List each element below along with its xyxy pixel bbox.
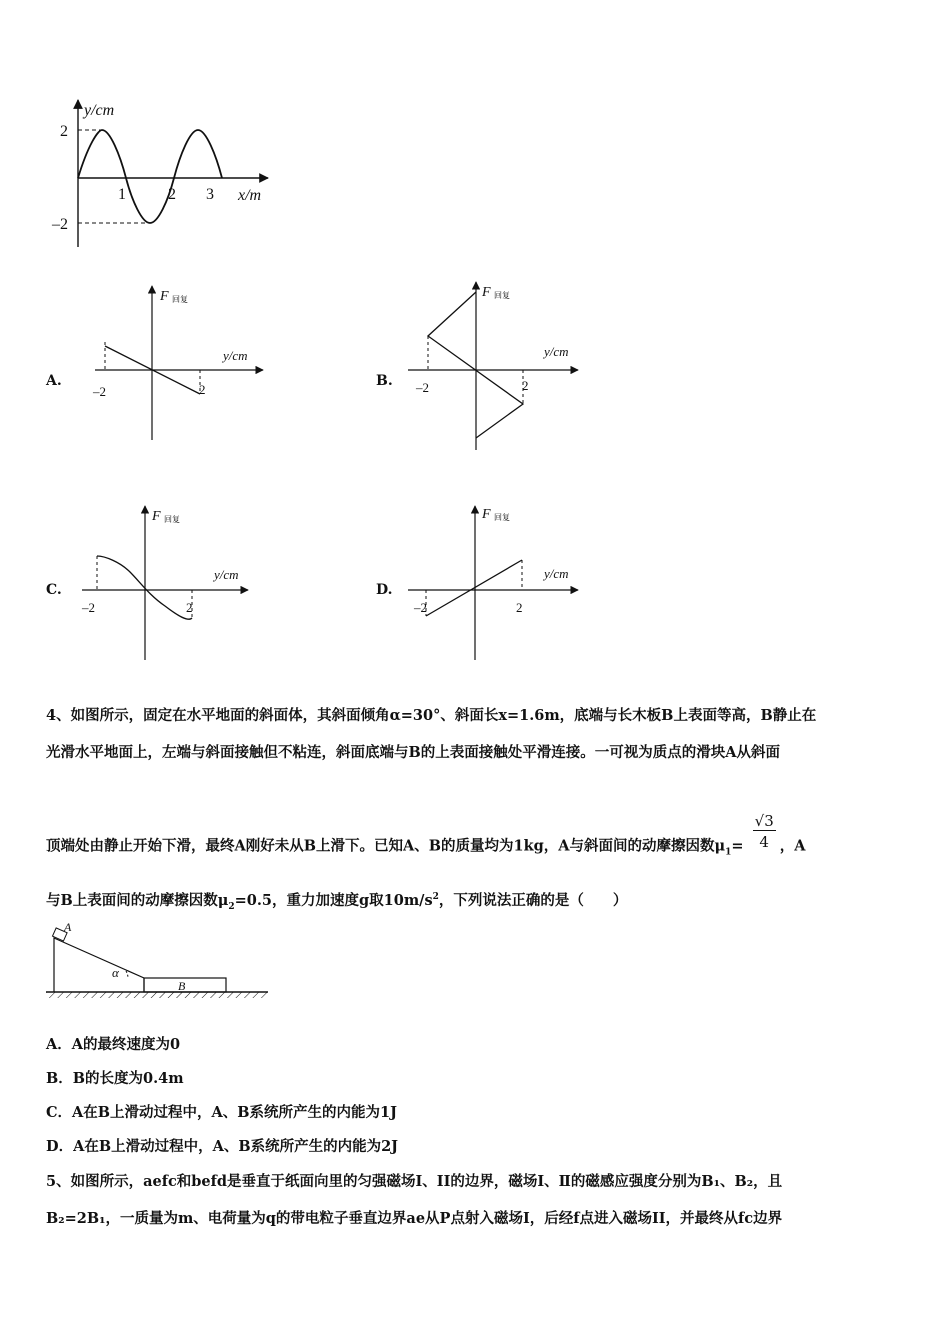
option-b-f-label: F — [482, 285, 491, 300]
q4-line-4-pre: 与B上表面间的动摩擦因数μ — [46, 892, 229, 909]
q4-line-3-eq: = — [731, 837, 744, 855]
option-a-f-label: F — [160, 289, 169, 304]
option-b-label: B. — [376, 373, 393, 389]
q4-line-3 — [46, 812, 806, 865]
incline-label-b: B — [178, 979, 186, 993]
wave-x-tick-2: 2 — [168, 186, 176, 203]
q4-line-4-mid: =0.5，重力加速度g取10m/s — [234, 892, 433, 909]
incline-label-a: A — [64, 920, 72, 934]
incline-slope — [54, 938, 144, 992]
option-d-y-label: y/cm — [544, 566, 569, 581]
q4-option-d[interactable]: D．A在B上滑动过程中，A、B系统所产生的内能为2J — [46, 1138, 399, 1155]
option-d-line — [426, 560, 522, 616]
q4-sq-sup: 2 — [432, 892, 439, 903]
q4-option-c[interactable]: C．A在B上滑动过程中，A、B系统所产生的内能为1J — [46, 1104, 398, 1121]
option-a-y-label: y/cm — [223, 348, 248, 363]
option-a-tick-neg: –2 — [93, 384, 106, 399]
option-c-y-label: y/cm — [214, 567, 239, 582]
option-c-label: C. — [46, 582, 62, 598]
option-b-f-sub: 回复 — [494, 291, 510, 300]
q4-line-4 — [46, 889, 627, 912]
option-d-f-sub: 回复 — [494, 513, 510, 522]
option-c-f-sub: 回复 — [164, 515, 180, 524]
option-c-f-label: F — [152, 509, 161, 524]
q4-line-3-post: ，A — [779, 837, 806, 855]
option-c-tick-pos: 2 — [186, 600, 193, 615]
incline-label-alpha: α — [112, 965, 119, 980]
option-c-tick-neg: –2 — [82, 600, 95, 615]
wave-graph — [40, 95, 290, 255]
wave-curve — [78, 130, 222, 223]
wave-y-label: y/cm — [84, 102, 115, 119]
q5-line-1: 5、如图所示，aefc和befd是垂直于纸面向里的匀强磁场I、II的边界，磁场I、Ⅱ的磁感应强度分别为B₁、B₂，且 — [46, 1173, 783, 1190]
wave-y-tick-neg2: –2 — [52, 216, 68, 233]
option-b-tick-neg: –2 — [416, 380, 429, 395]
option-b-graph — [398, 278, 598, 458]
q4-mu2-sub: 2 — [228, 901, 235, 912]
option-a-f-sub: 回复 — [172, 295, 188, 304]
q4-line-1: 4、如图所示，固定在水平地面的斜面体，其斜面倾角α=30°、斜面长x=1.6m，底端与长木板B上表面等高，B静止在 — [46, 707, 817, 724]
wave-x-label: x/m — [238, 187, 262, 204]
q4-frac-num: √3 — [754, 812, 774, 830]
q4-option-b[interactable]: B．B的长度为0.4m — [46, 1070, 184, 1087]
q4-line-4-post: ，下列说法正确的是（ ） — [438, 892, 628, 909]
wave-x-tick-1: 1 — [118, 186, 126, 203]
q4-mu1-sub: 1 — [725, 847, 732, 858]
option-c-graph — [70, 500, 270, 665]
q5-line-2: B₂=2B₁，一质量为m、电荷量为q的带电粒子垂直边界ae从P点射入磁场I，后经f点进入磁场II，并最终从fc边界 — [46, 1210, 783, 1227]
option-d-label: D. — [376, 582, 393, 598]
q4-line-2: 光滑水平地面上，左端与斜面接触但不粘连，斜面底端与B的上表面接触处平滑连接。一可视为质点的滑块A从斜面 — [46, 744, 781, 761]
q4-line-3-pre: 顶端处由静止开始下滑，最终A刚好未从B上滑下。已知A、B的质量均为1kg，A与斜面间的动摩擦因数μ — [46, 837, 726, 855]
option-a-tick-pos: 2 — [199, 382, 206, 397]
q4-fraction — [753, 812, 776, 865]
wave-y-tick-2: 2 — [60, 123, 68, 140]
option-d-f-label: F — [482, 507, 491, 522]
option-a-graph — [75, 280, 275, 445]
wave-x-tick-3: 3 — [206, 186, 214, 203]
option-d-tick-neg: –2 — [414, 600, 427, 615]
q4-frac-den: 4 — [759, 833, 769, 851]
option-d-tick-pos: 2 — [516, 600, 523, 615]
option-a-label: A. — [46, 373, 62, 389]
option-b-y-label: y/cm — [544, 344, 569, 359]
incline-figure — [44, 918, 274, 1003]
option-d-graph — [398, 500, 598, 665]
q4-option-a[interactable]: A．A的最终速度为0 — [46, 1036, 181, 1053]
option-b-tick-pos: 2 — [522, 378, 529, 393]
